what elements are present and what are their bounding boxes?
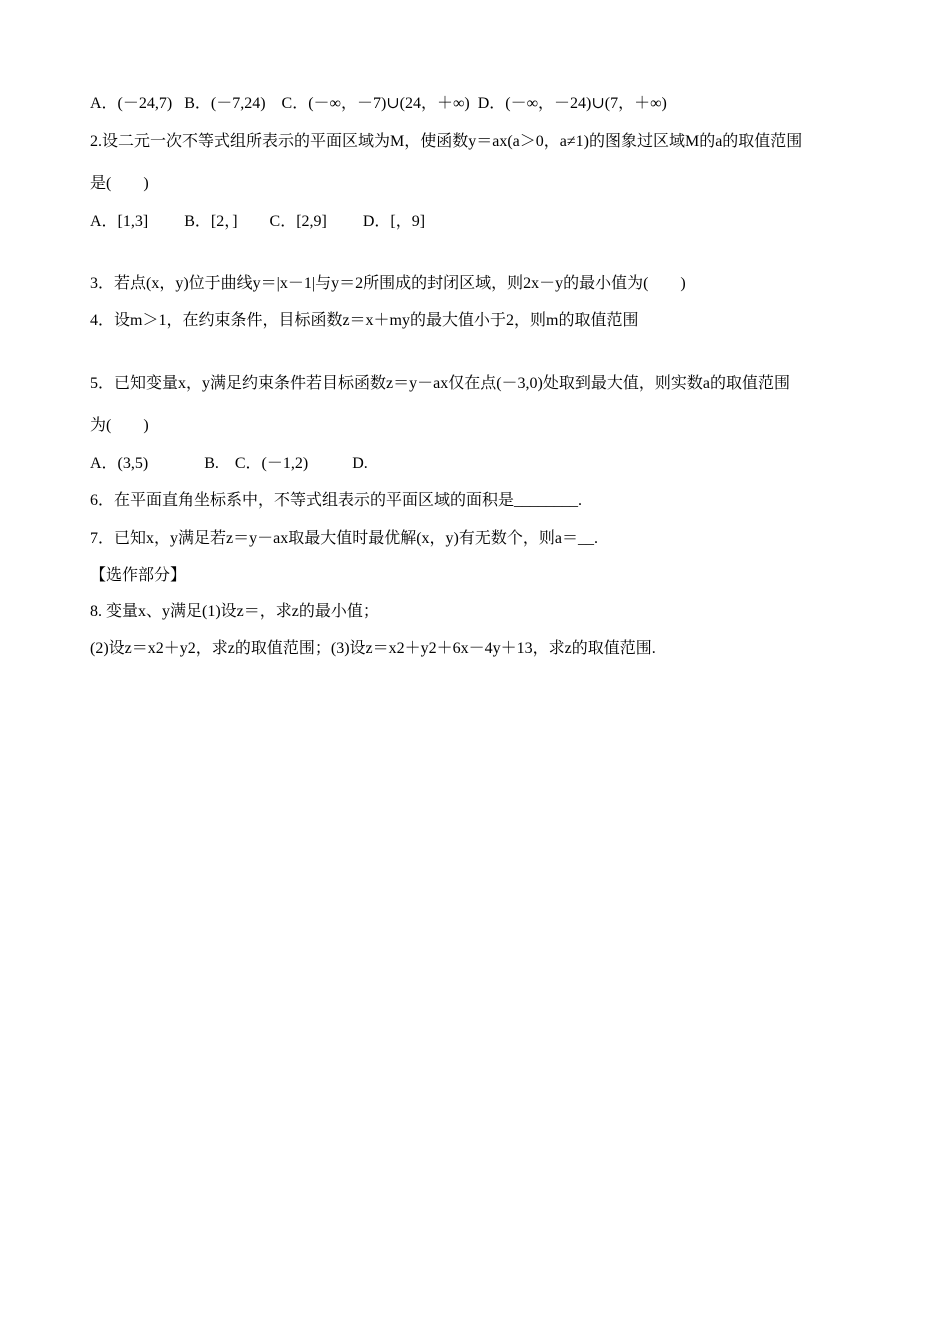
q5-stem: 5．已知变量x，y满足约束条件若目标函数z＝y－ax仅在点(－3,0)处取到最大值，则实数a的取值范围 — [90, 375, 790, 392]
q6-stem: 6．在平面直角坐标系中，不等式组表示的平面区域的面积是________. — [90, 492, 583, 509]
q2-stem-continued: 是( ) — [90, 175, 149, 192]
q2-options: A．[1,3] B．[2，] C．[2,9] D．[，9] — [90, 213, 426, 230]
q8-parts: (2)设z＝x2＋y2，求z的取值范围；(3)设z＝x2＋y2＋6x－4y＋13，求z的取值范围. — [90, 640, 656, 657]
q8-stem: 8. 变量x、y满足(1)设z＝，求z的最小值； — [90, 603, 379, 620]
q5-stem-continued: 为( ) — [90, 417, 149, 434]
q3-stem: 3．若点(x，y)位于曲线y＝|x－1|与y＝2所围成的封闭区域，则2x－y的最小值为( ) — [90, 275, 686, 292]
q1-options: A．(－24,7) B．(－7,24) C．(－∞，－7)∪(24，＋∞) D．(－∞，－24)∪(7，＋∞) — [90, 95, 667, 112]
q2-stem: 2.设二元一次不等式组所表示的平面区域为M，使函数y＝ax(a＞0，a≠1)的图象过区域M的a的取值范围 — [90, 133, 803, 150]
q7-stem: 7．已知x，y满足若z＝y－ax取最大值时最优解(x，y)有无数个，则a＝__. — [90, 530, 598, 547]
section-heading: 【选作部分】 — [90, 567, 187, 584]
q5-options: A．(3,5) B. C．(－1,2) D. — [90, 455, 368, 472]
q4-stem: 4．设m＞1，在约束条件，目标函数z＝x＋my的最大值小于2，则m的取值范围 — [90, 312, 639, 329]
